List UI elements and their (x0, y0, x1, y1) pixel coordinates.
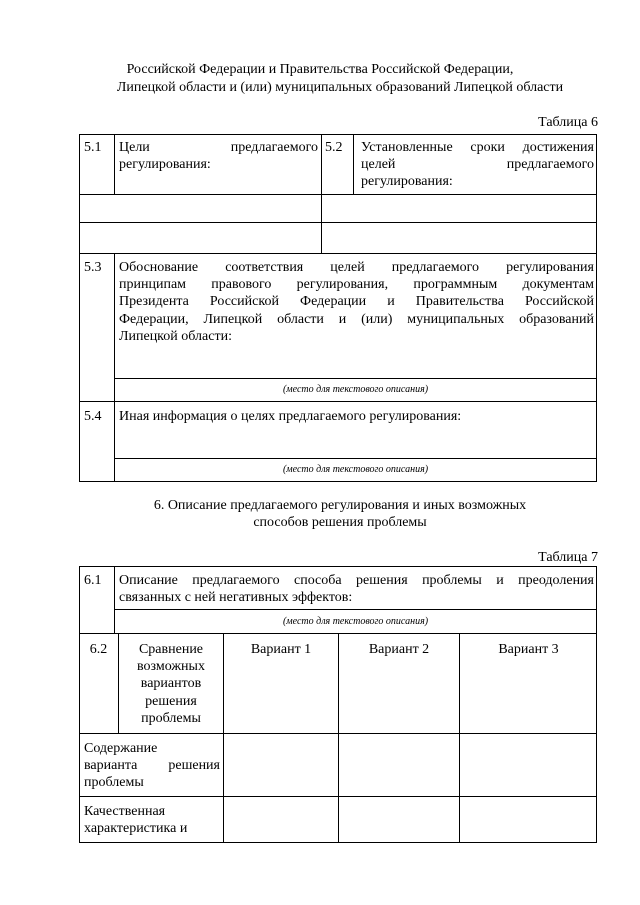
row-5-4-number: 5.4 (84, 409, 102, 424)
quality-row-label-line-1: Качественная (84, 804, 166, 819)
content-row-label-line-2: варианта решения (84, 758, 220, 773)
compare-label-line-2: возможных (137, 659, 205, 674)
section-6-title-line-2: способов решения проблемы (253, 515, 427, 530)
row-5-3-line-5: Липецкой области: (119, 329, 232, 344)
table6-caption: Таблица 6 (538, 115, 598, 130)
compare-label-line-1: Сравнение (138, 642, 204, 657)
row-5-1-label-cont: регулирования: (119, 157, 211, 172)
variant-2-header: Вариант 2 (368, 642, 430, 657)
quality-row-label-line-2: характеристика и (84, 821, 188, 836)
content-row-label-line-3: проблемы (84, 775, 144, 790)
row-5-2-label: Установленные сроки достижения (361, 140, 594, 155)
row-6-1-line-1: Описание предлагаемого способа решения проблемы и преодоления (119, 573, 594, 588)
content-row-label-line-1: Содержание (84, 741, 158, 756)
section-6-title-line-1: 6. Описание предлагаемого регулирования и иных возможных (153, 498, 527, 513)
row-5-2-label-end: регулирования: (361, 174, 453, 189)
table7-caption: Таблица 7 (538, 550, 598, 565)
header-line-1: Российской Федерации и Правительства Российской Федерации, (126, 62, 514, 77)
row-5-4-label: Иная информация о целях предлагаемого регулирования: (119, 409, 462, 424)
row-5-1-label: Цели предлагаемого (119, 140, 318, 155)
compare-label-line-3: вариантов (140, 676, 202, 691)
row-5-3-line-3: Президента Российской Федерации и Правительства Российской (119, 294, 594, 309)
row-6-2-number: 6.2 (89, 642, 108, 657)
compare-label-line-5: проблемы (141, 711, 201, 726)
header-line-2: Липецкой области и (или) муниципальных образований Липецкой области (116, 80, 564, 95)
row-5-3-number: 5.3 (84, 260, 102, 275)
row-5-3-line-1: Обоснование соответствия целей предлагаемого регулирования (119, 260, 594, 275)
row-5-1-number: 5.1 (84, 140, 102, 155)
compare-label-line-4: решения (145, 694, 197, 709)
row-5-3-placeholder: (место для текстового описания) (282, 384, 429, 395)
variant-1-header: Вариант 1 (250, 642, 312, 657)
row-5-2-label-cont: целей предлагаемого (361, 157, 594, 172)
row-5-3-line-4: Федерации, Липецкой области и (или) муниципальных образований (119, 312, 594, 327)
row-5-3-line-2: принципам правового регулирования, программным документам (119, 277, 594, 292)
row-6-1-line-2: связанных с ней негативных эффектов: (119, 590, 353, 605)
variant-3-header: Вариант 3 (498, 642, 559, 657)
row-5-2-number: 5.2 (325, 140, 343, 155)
row-6-1-number: 6.1 (84, 573, 102, 588)
row-5-4-placeholder: (место для текстового описания) (282, 464, 429, 475)
row-6-1-placeholder: (место для текстового описания) (282, 616, 429, 627)
